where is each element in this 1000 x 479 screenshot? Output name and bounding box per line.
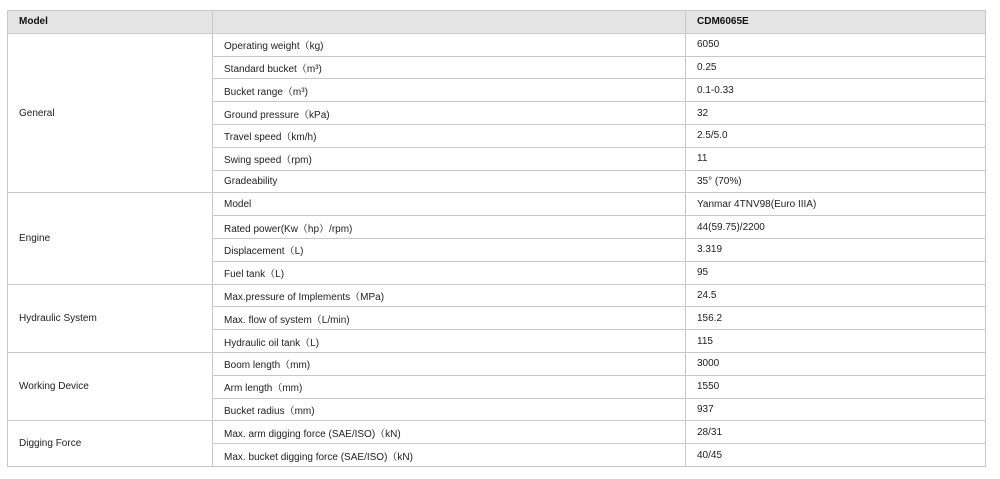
parameter-cell: Arm length（mm) bbox=[213, 375, 686, 398]
category-cell: General bbox=[8, 33, 213, 193]
parameter-cell: Max. arm digging force (SAE/ISO)（kN) bbox=[213, 421, 686, 444]
header-model-label: Model bbox=[8, 11, 213, 34]
value-cell: 156.2 bbox=[686, 307, 986, 330]
parameter-cell: Bucket range（m³) bbox=[213, 79, 686, 102]
parameter-cell: Displacement（L) bbox=[213, 238, 686, 261]
table-row bbox=[8, 33, 986, 56]
header-row bbox=[8, 11, 986, 34]
table-row bbox=[8, 421, 986, 444]
value-cell: 0.25 bbox=[686, 56, 986, 79]
value-cell: Yanmar 4TNV98(Euro IIIA) bbox=[686, 193, 986, 216]
header-parameter bbox=[213, 11, 686, 34]
parameter-cell: Hydraulic oil tank（L) bbox=[213, 330, 686, 353]
table-row bbox=[8, 193, 986, 216]
value-cell: 937 bbox=[686, 398, 986, 421]
value-cell: 3.319 bbox=[686, 238, 986, 261]
parameter-cell: Model bbox=[213, 193, 686, 216]
table-row bbox=[8, 284, 986, 307]
parameter-cell: Boom length（mm) bbox=[213, 352, 686, 375]
parameter-cell: Gradeability bbox=[213, 170, 686, 193]
value-cell: 24.5 bbox=[686, 284, 986, 307]
header-model-name: CDM6065E bbox=[686, 11, 986, 34]
value-cell: 3000 bbox=[686, 352, 986, 375]
value-cell: 2.5/5.0 bbox=[686, 124, 986, 147]
parameter-cell: Ground pressure（kPa) bbox=[213, 102, 686, 125]
value-cell: 35° (70%) bbox=[686, 170, 986, 193]
value-cell: 6050 bbox=[686, 33, 986, 56]
table-row bbox=[8, 352, 986, 375]
category-cell: Hydraulic System bbox=[8, 284, 213, 352]
parameter-cell: Bucket radius（mm) bbox=[213, 398, 686, 421]
value-cell: 115 bbox=[686, 330, 986, 353]
category-cell: Working Device bbox=[8, 352, 213, 420]
spec-table-body bbox=[8, 33, 986, 466]
parameter-cell: Fuel tank（L) bbox=[213, 261, 686, 284]
parameter-cell: Standard bucket（m³) bbox=[213, 56, 686, 79]
parameter-cell: Operating weight（kg) bbox=[213, 33, 686, 56]
spec-table-container bbox=[7, 10, 985, 467]
value-cell: 11 bbox=[686, 147, 986, 170]
parameter-cell: Max. flow of system（L/min) bbox=[213, 307, 686, 330]
value-cell: 32 bbox=[686, 102, 986, 125]
parameter-cell: Travel speed（km/h) bbox=[213, 124, 686, 147]
category-cell: Digging Force bbox=[8, 421, 213, 467]
parameter-cell: Max.pressure of Implements（MPa) bbox=[213, 284, 686, 307]
parameter-cell: Rated power(Kw（hp）/rpm) bbox=[213, 216, 686, 239]
parameter-cell: Swing speed（rpm) bbox=[213, 147, 686, 170]
value-cell: 44(59.75)/2200 bbox=[686, 216, 986, 239]
value-cell: 0.1-0.33 bbox=[686, 79, 986, 102]
value-cell: 1550 bbox=[686, 375, 986, 398]
category-cell: Engine bbox=[8, 193, 213, 284]
parameter-cell: Max. bucket digging force (SAE/ISO)（kN) bbox=[213, 444, 686, 467]
value-cell: 95 bbox=[686, 261, 986, 284]
value-cell: 40/45 bbox=[686, 444, 986, 467]
value-cell: 28/31 bbox=[686, 421, 986, 444]
spec-table bbox=[7, 10, 986, 467]
